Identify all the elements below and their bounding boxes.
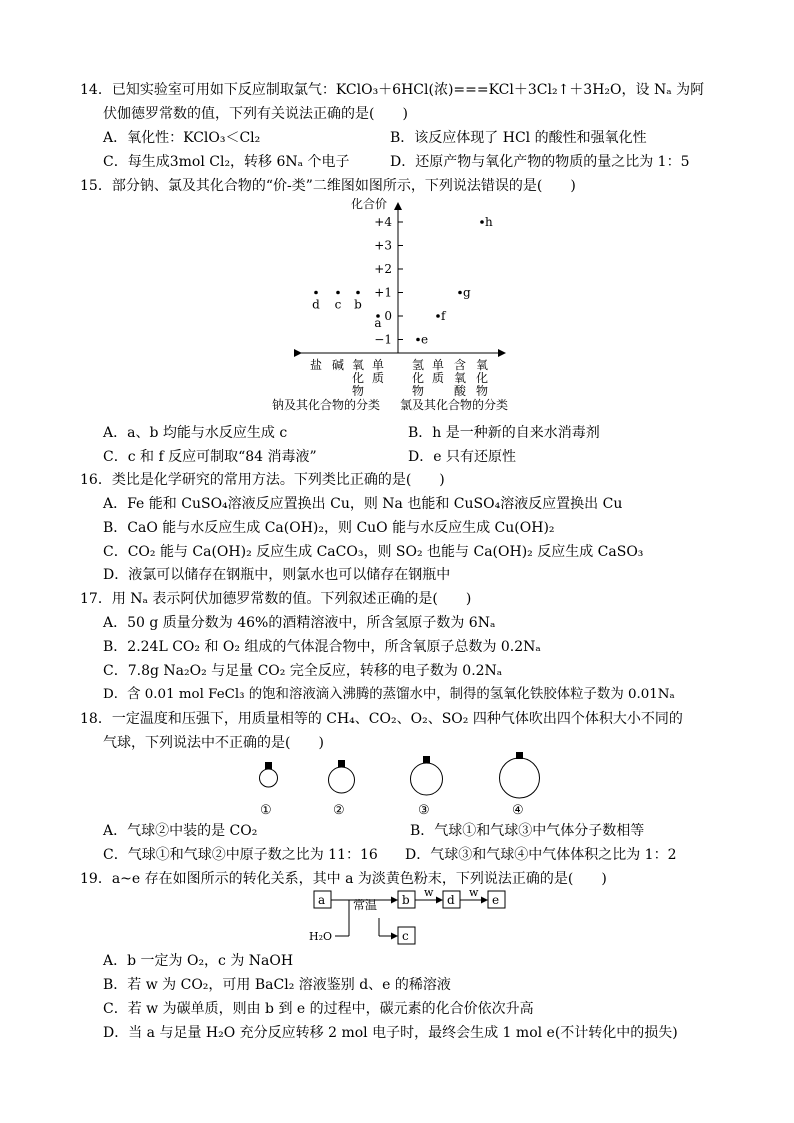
q18-stem-line1: 18．一定温度和压强下，用质量相等的 CH₄、CO₂、O₂、SO₂ 四种气体吹出四个体积大小不同的 — [80, 711, 683, 727]
y-tick-label: −1 — [374, 332, 392, 347]
y-tick-label: +4 — [374, 215, 392, 229]
q19-option-d: D．当 a 与足量 H₂O 充分反应转移 2 mol 电子时，最终会生成 1 mol e(不计转化中的损失) — [103, 1025, 678, 1041]
svg-text:酸: 酸 — [453, 384, 467, 398]
y-tick-label: +2 — [374, 262, 392, 276]
svg-text:质: 质 — [431, 371, 445, 385]
svg-text:化: 化 — [351, 371, 365, 385]
point-b — [356, 291, 360, 295]
x-category-label — [332, 357, 344, 372]
balloon-1 — [260, 762, 278, 818]
svg-text:a: a — [318, 893, 326, 907]
point-label-c: c — [334, 297, 342, 312]
water-label: H₂O — [309, 930, 333, 943]
q17-stem: 17．用 Nₐ 表示阿伏加德罗常数的值。下列叙述正确的是( ) — [80, 591, 472, 607]
q14-option-c: C．每生成3mol Cl₂，转移 6Nₐ 个电子 — [103, 154, 350, 170]
svg-text:②: ② — [333, 803, 345, 818]
point-label-f: f — [441, 309, 446, 323]
svg-text:盐: 盐 — [309, 358, 323, 372]
q17-option-a: A．50 g 质量分数为 46%的酒精溶液中，所含氢原子数为 6Nₐ — [103, 615, 496, 631]
x-category-label — [352, 358, 364, 398]
point-label-h: h — [485, 215, 493, 229]
q14-option-a: A．氧化性：KClO₃＜Cl₂ — [103, 130, 261, 146]
x-category-label — [310, 357, 322, 372]
point-g — [458, 291, 462, 295]
svg-text:物: 物 — [475, 384, 489, 398]
svg-text:氧: 氧 — [475, 358, 489, 372]
q15-option-a: A．a、b 均能与水反应生成 c — [103, 425, 288, 441]
point-h — [480, 220, 484, 224]
svg-text:物: 物 — [351, 384, 365, 398]
svg-text:碱: 碱 — [331, 358, 345, 372]
y-tick-label: 0 — [384, 309, 392, 323]
reagent-w-2: w — [469, 886, 479, 899]
x-category-label — [372, 358, 384, 385]
reagent-w-1: w — [424, 886, 434, 899]
q18-stem-line2: 气球，下列说法中不正确的是( ) — [103, 735, 324, 751]
caption-chlorine: 氯及其化合物的分类 — [400, 398, 509, 412]
svg-text:氧: 氧 — [351, 358, 365, 372]
caption-sodium: 钠及其化合物的分类 — [272, 398, 381, 412]
q19-option-c: C．若 w 为碳单质，则由 b 到 e 的过程中，碳元素的化合价依次升高 — [103, 1001, 534, 1017]
svg-text:化: 化 — [411, 371, 425, 385]
q17-option-b: B．2.24L CO₂ 和 O₂ 组成的气体混合物中，所含氧原子总数为 0.2Nₐ — [103, 639, 541, 655]
q16-option-d: D．液氯可以储存在钢瓶中，则氯水也可以储存在钢瓶中 — [103, 567, 451, 583]
q19-option-b: B．若 w 为 CO₂，可用 BaCl₂ 溶液鉴别 d、e 的稀溶液 — [103, 977, 451, 993]
q16-stem: 16．类比是化学研究的常用方法。下列类比正确的是( ) — [80, 472, 445, 488]
balloons-figure — [250, 752, 550, 822]
q14-stem-line2: 伏伽德罗常数的值，下列有关说法正确的是( ) — [103, 106, 408, 122]
svg-text:物: 物 — [411, 384, 425, 398]
svg-text:④: ④ — [512, 803, 524, 818]
q19-option-a: A．b 一定为 O₂，c 为 NaOH — [103, 953, 294, 969]
x-category-label — [476, 358, 488, 398]
point-label-e: e — [421, 332, 429, 347]
svg-text:③: ③ — [418, 803, 430, 818]
q16-option-a: A．Fe 能和 CuSO₄溶液反应置换出 Cu，则 Na 也能和 CuSO₄溶液反应置换出 Cu — [103, 496, 623, 512]
point-f — [436, 314, 440, 318]
point-c — [336, 291, 340, 295]
q18-option-d: D．气球③和气球④中气体体积之比为 1：2 — [405, 847, 677, 863]
y-tick-label: +1 — [374, 285, 392, 300]
balloon-4 — [500, 752, 540, 818]
point-label-d: d — [312, 297, 320, 312]
x-category-label — [454, 358, 467, 398]
condition-label: 常温 — [353, 898, 378, 912]
x-category-label — [412, 358, 424, 398]
q18-option-c: C．气球①和气球②中原子数之比为 11：16 — [103, 847, 378, 863]
q16-option-c: C．CO₂ 能与 Ca(OH)₂ 反应生成 CaCO₃，则 SO₂ 也能与 Ca(OH)₂ 反应生成 CaSO₃ — [103, 544, 644, 560]
svg-text:①: ① — [260, 803, 272, 818]
q18-option-a: A．气球②中装的是 CO₂ — [103, 823, 258, 839]
svg-text:含: 含 — [453, 358, 467, 372]
q15-stem: 15．部分钠、氯及其化合物的“价-类”二维图如图所示，下列说法错误的是( ) — [80, 178, 576, 194]
q15-option-b: B．h 是一种新的自来水消毒剂 — [408, 425, 600, 441]
point-label-g: g — [463, 285, 471, 300]
conversion-diagram — [305, 886, 515, 948]
point-label-b: b — [354, 297, 362, 312]
valence-class-chart — [272, 196, 532, 416]
q18-option-b: B．气球①和气球③中气体分子数相等 — [410, 823, 645, 839]
q17-option-c: C．7.8g Na₂O₂ 与足量 CO₂ 完全反应，转移的电子数为 0.2Nₐ — [103, 663, 503, 679]
svg-text:d: d — [447, 893, 455, 907]
svg-text:氢: 氢 — [411, 358, 425, 372]
y-tick-label: +3 — [374, 238, 392, 253]
y-axis-label: 化合价 — [351, 197, 388, 211]
svg-text:c: c — [402, 929, 409, 943]
svg-text:e: e — [492, 893, 500, 907]
q19-stem: 19．a~e 存在如图所示的转化关系，其中 a 为淡黄色粉末，下列说法正确的是( ) — [80, 871, 607, 887]
point-d — [314, 291, 318, 295]
balloon-2 — [329, 760, 355, 818]
balloon-3 — [411, 756, 443, 818]
q15-option-c: C．c 和 f 反应可制取“84 消毒液” — [103, 449, 317, 465]
q14-option-b: B．该反应体现了 HCl 的酸性和强氧化性 — [390, 130, 647, 146]
svg-text:氧: 氧 — [453, 371, 467, 385]
svg-text:单: 单 — [431, 358, 445, 372]
svg-text:化: 化 — [475, 371, 489, 385]
q14-option-d: D．还原产物与氧化产物的物质的量之比为 1：5 — [390, 154, 690, 170]
svg-text:单: 单 — [371, 358, 385, 372]
q16-option-b: B．CaO 能与水反应生成 Ca(OH)₂，则 CuO 能与水反应生成 Cu(OH)₂ — [103, 520, 555, 536]
q15-option-d: D．e 只有还原性 — [408, 449, 516, 465]
svg-text:质: 质 — [371, 371, 385, 385]
q17-option-d: D．含 0.01 mol FeCl₃ 的饱和溶液滴入沸腾的蒸馏水中，制得的氢氧化铁胶体粒子数为 0.01Nₐ — [103, 687, 675, 702]
svg-text:b: b — [402, 893, 410, 907]
x-category-label — [432, 358, 444, 385]
point-e — [416, 338, 420, 342]
point-label-a: a — [374, 316, 382, 330]
q14-stem-line1: 14．已知实验室可用如下反应制取氯气：KClO₃＋6HCl(浓)===KCl＋3Cl₂↑＋3H₂O，设 Nₐ 为阿 — [80, 82, 705, 98]
